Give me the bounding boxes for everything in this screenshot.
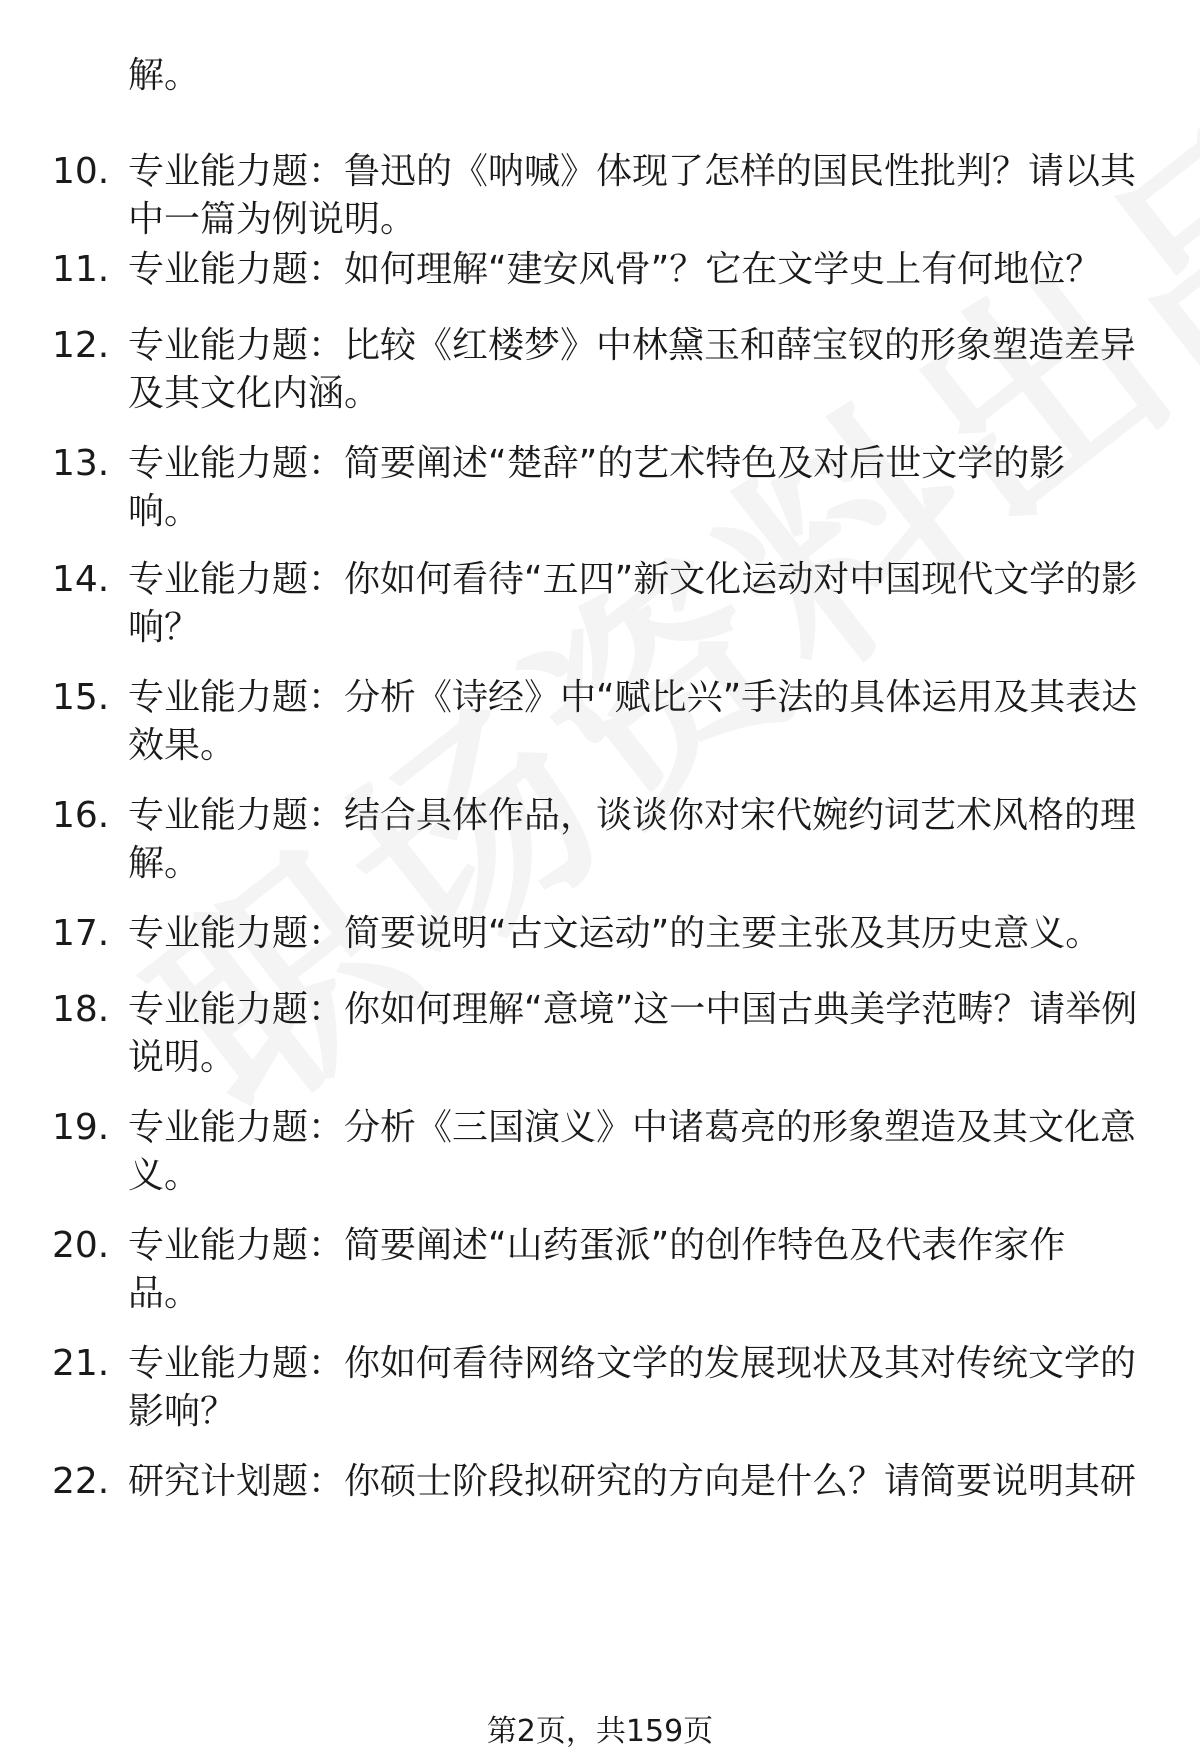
question-number: 17. [52, 913, 110, 954]
question-text: 专业能力题：你如何看待网络文学的发展现状及其对传统文学的影响？ [128, 1343, 1137, 1432]
question-text: 专业能力题：简要说明“古文运动”的主要主张及其历史意义。 [128, 913, 1102, 954]
question-text: 专业能力题：鲁迅的《呐喊》体现了怎样的国民性批判？请以其中一篇为例说明。 [128, 151, 1137, 240]
question-number: 14. [52, 559, 110, 600]
continuation-text: 解。 [128, 55, 201, 96]
question-number: 20. [52, 1225, 110, 1266]
question-number: 16. [52, 795, 110, 836]
question-number: 18. [52, 989, 110, 1030]
question-text: 专业能力题：你如何看待“五四”新文化运动对中国现代文学的影响？ [128, 559, 1138, 648]
question-number: 19. [52, 1107, 110, 1148]
question-text: 专业能力题：简要阐述“楚辞”的艺术特色及对后世文学的影响。 [128, 443, 1066, 532]
question-text: 专业能力题：如何理解“建安风骨”？它在文学史上有何地位？ [128, 249, 1102, 290]
question-number: 10. [52, 151, 110, 192]
question-number: 13. [52, 443, 110, 484]
question-text: 专业能力题：简要阐述“山药蛋派”的创作特色及代表作家作品。 [128, 1225, 1066, 1314]
question-number: 12. [52, 325, 110, 366]
question-number: 11. [52, 249, 110, 290]
question-number: 22. [52, 1461, 110, 1502]
question-text: 专业能力题：你如何理解“意境”这一中国古典美学范畴？请举例说明。 [128, 989, 1138, 1078]
question-text: 专业能力题：结合具体作品，谈谈你对宋代婉约词艺术风格的理解。 [128, 795, 1137, 884]
question-text: 专业能力题：比较《红楼梦》中林黛玉和薛宝钗的形象塑造差异及其文化内涵。 [128, 325, 1137, 414]
question-text: 研究计划题：你硕士阶段拟研究的方向是什么？请简要说明其研 [128, 1461, 1137, 1502]
page-footer: 第2页，共159页 [486, 1714, 714, 1749]
question-text: 专业能力题：分析《诗经》中“赋比兴”手法的具体运用及其表达效果。 [128, 677, 1138, 766]
question-number: 21. [52, 1343, 110, 1384]
question-text: 专业能力题：分析《三国演义》中诸葛亮的形象塑造及其文化意义。 [128, 1107, 1137, 1196]
question-number: 15. [52, 677, 110, 718]
